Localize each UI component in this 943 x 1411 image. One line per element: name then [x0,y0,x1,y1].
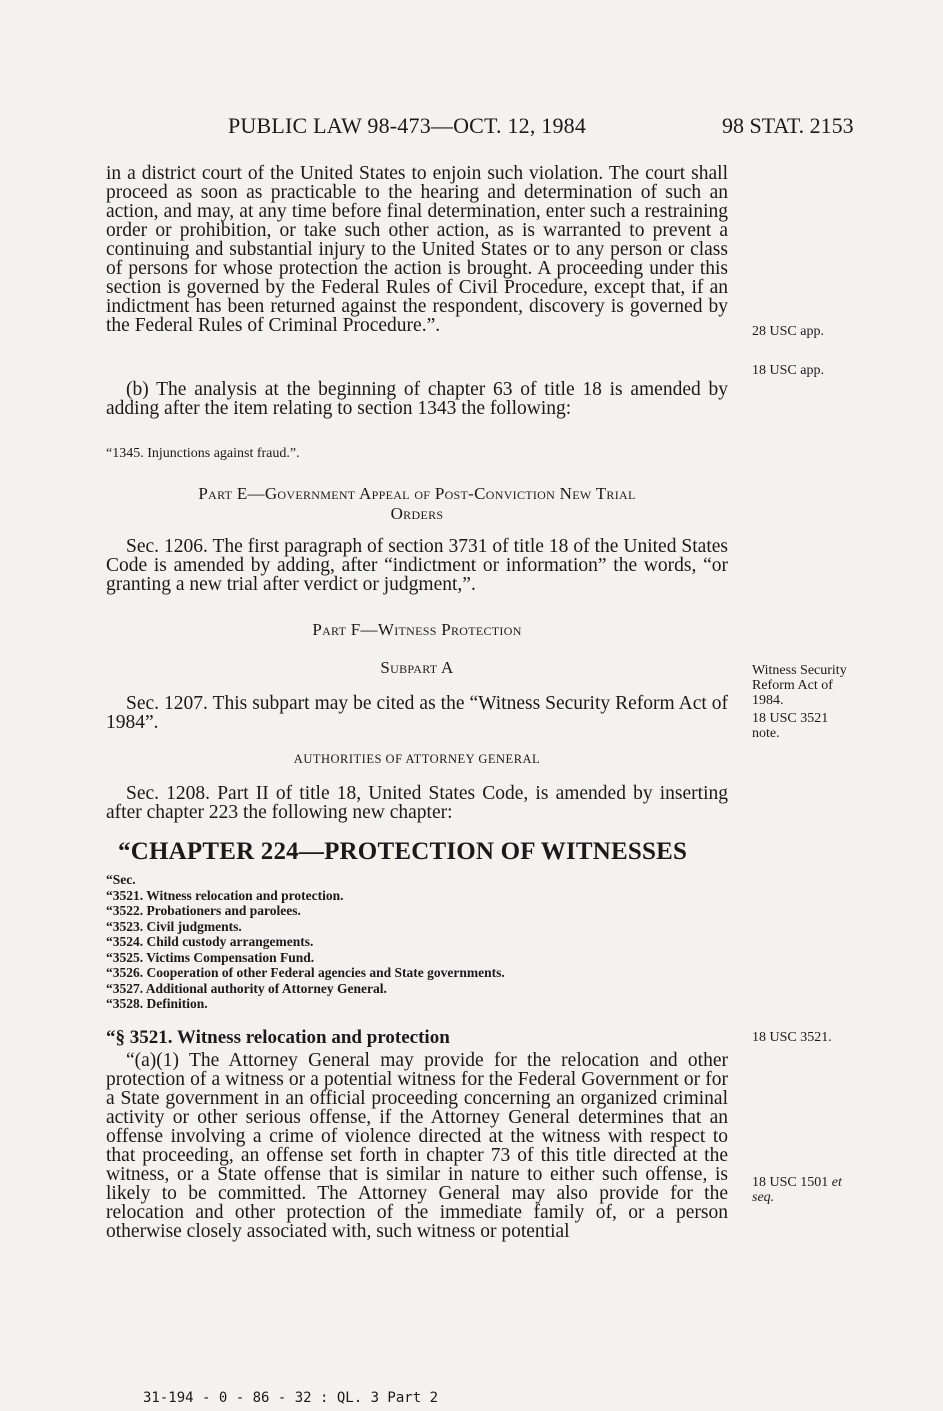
margin-note-18-usc-3521-note [752,711,892,741]
toc-item: “3526. Cooperation of other Federal agencies and State governments. [106,965,505,980]
page-header-title: PUBLIC LAW 98-473—OCT. 12, 1984 [228,113,587,138]
toc-item: “3524. Child custody arrangements. [106,934,314,949]
subpart-a-heading: Subpart A [380,658,454,677]
chapter-224-heading: “CHAPTER 224—PROTECTION OF WITNESSES [118,838,688,865]
margin-note-italic: seq. [752,1190,775,1205]
chapter-table-of-contents [106,872,728,1012]
margin-note-18-usc-app: 18 USC app. [752,363,824,378]
margin-note-line: 18 USC 3521 [752,711,829,726]
margin-note-line: Reform Act of [752,678,833,693]
toc-item: “3521. Witness relocation and protection. [106,887,344,903]
part-e-heading [106,484,728,524]
section-1208: Sec. 1208. Part II of title 18, United States Code, is amended by inserting after chapter 223 the following new chapter: [106,783,728,823]
part-e-heading-line2: Orders [390,504,444,523]
section-1207: Sec. 1207. This subpart may be cited as the “Witness Security Reform Act of 1984”. [106,693,728,733]
margin-note-line: 1984. [752,693,784,708]
printer-footer: 31-194 - 0 - 86 - 32 : QL. 3 Part 2 [143,1390,439,1406]
margin-note-line: Witness Security [752,663,847,678]
paragraph-enjoin-violation: in a district court of the United States to enjoin such violation. The court shall proceed as soon as practicable to the hearing and determination of such an action, and may, at any time before final determination, enter such a restraining order or prohibition, or take such other action, as is warranted to prevent a continuing and substantial injury to the United States or to any person or class of persons for whose protection the action is brought. A proceeding under this section is governed by the Federal Rules of Civil Procedure, except that, if an indictment has been returned against the respondent, discovery is governed by the Federal Rules of Criminal Procedure.”. [106,163,728,336]
toc-item: “3523. Civil judgments. [106,918,242,934]
margin-note-italic: et [831,1175,842,1190]
toc-item: “3528. Definition. [106,996,208,1011]
item-1345: “1345. Injunctions against fraud.”. [106,446,300,461]
section-1206: Sec. 1206. The first paragraph of section 3731 of title 18 of the United States Code is amended by adding, after “indictment or information” the words, “or granting a new trial after verdict or judgment,”. [106,536,728,595]
toc-item: “3527. Additional authority of Attorney General. [106,980,387,996]
margin-note-18-usc-1501 [752,1175,892,1205]
section-3521-a1: “(a)(1) The Attorney General may provide for the relocation and other protection of a witness or a potential witness for the Federal Government or for a State government in an official proceeding concerning an organized criminal activity or other serious offense, if the Attorney General determines that an offense involving a crime of violence directed at the witness with respect to that proceeding, an offense set forth in chapter 73 of this title directed at the witness, or a State offense that is similar in nature to either such offense, is likely to be committed. The Attorney General may also provide for the relocation and other protection of the immediate family of, or a person otherwise closely associated with, such witness or potential [106,1050,728,1242]
part-f-heading: Part F—Witness Protection [312,620,522,639]
toc-sec-label: “Sec. [106,872,136,887]
margin-note-line: note. [752,726,780,741]
margin-note-witness-security-act [752,663,892,708]
margin-note-line [752,1190,892,1205]
paragraph-analysis-amendment: (b) The analysis at the beginning of chapter 63 of title 18 is amended by adding after the item relating to section 1343 the following: [106,379,728,419]
margin-note-18-usc-3521: 18 USC 3521. [752,1030,832,1045]
part-e-heading-line1: Part E—Government Appeal of Post-Conviction New Trial [198,484,636,503]
section-3521-heading: “§ 3521. Witness relocation and protection [106,1027,450,1048]
margin-note-line [752,1175,892,1190]
margin-note-text: 18 USC 1501 [752,1175,829,1190]
authorities-heading: AUTHORITIES OF ATTORNEY GENERAL [293,752,541,766]
toc-item: “3525. Victims Compensation Fund. [106,949,315,965]
page-header-stat: 98 STAT. 2153 [722,113,854,138]
toc-item: “3522. Probationers and parolees. [106,903,301,918]
margin-note-28-usc-app: 28 USC app. [752,324,824,339]
